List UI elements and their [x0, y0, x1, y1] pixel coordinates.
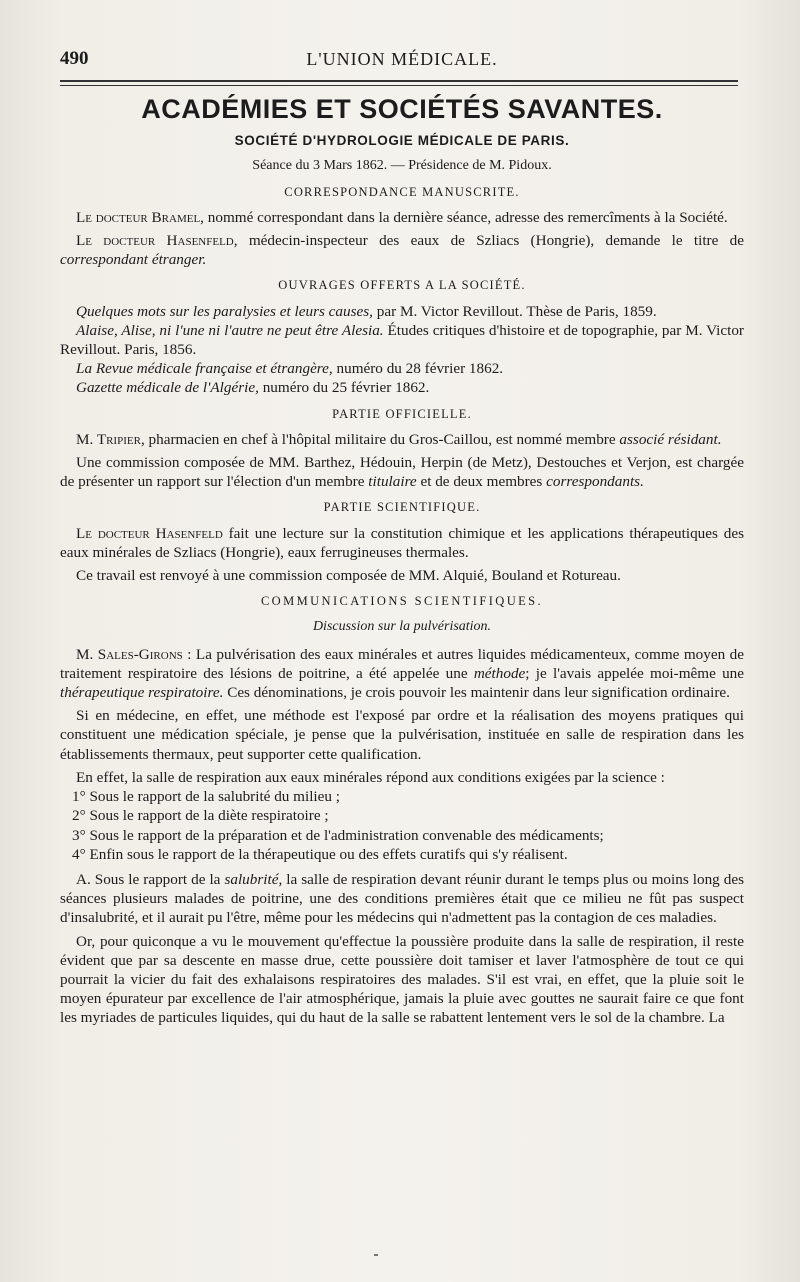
work-details: numéro du 28 février 1862.: [332, 360, 504, 378]
running-title: L'UNION MÉDICALE.: [306, 49, 498, 69]
paragraph-text: Ces dénominations, je crois pouvoir les maintenir dans leur signification ordinaire.: [223, 684, 730, 702]
paragraph-text: fait une lecture sur la constitution chimique et les applications thérapeutiques des eaux minérales de Szliacs (Hongrie), eaux ferrugineuses thermales.: [60, 524, 744, 561]
italic-text: correspondants.: [546, 473, 644, 491]
paragraph-text: : La pulvérisation des eaux minérales et autres liquides médicamenteux, comme moyen de traitement respiratoire des lésions de poitrine, a été appelée une: [60, 645, 744, 682]
work-details: par M. Victor Revillout. Thèse de Paris, 1859.: [372, 302, 657, 320]
paragraph: [60, 208, 744, 227]
bibliography-entry: [60, 321, 744, 359]
society-heading: SOCIÉTÉ D'HYDROLOGIE MÉDICALE DE PARIS.: [234, 133, 570, 149]
bibliography-entry: [60, 359, 744, 378]
work-details: numéro du 25 février 1862.: [258, 379, 430, 397]
work-title: Alaise, Alise, ni l'une ni l'autre ne peut être Alesia.: [76, 321, 384, 339]
work-title: Quelques mots sur les paralysies et leurs causes,: [76, 302, 373, 320]
paragraph: [60, 453, 744, 491]
page-number: 490: [60, 48, 89, 69]
italic-text: titulaire: [368, 473, 417, 491]
paragraph-text: et de deux membres: [416, 473, 547, 491]
article-body: [60, 96, 744, 1032]
work-title: Gazette médicale de l'Algérie,: [76, 379, 259, 397]
section-officielle: PARTIE OFFICIELLE.: [332, 406, 472, 421]
page-mark: [374, 1254, 378, 1256]
italic-text: méthode: [473, 664, 526, 682]
header-rule: [60, 80, 738, 82]
person-name: Le docteur Bramel: [76, 208, 201, 226]
person-name: Le docteur Hasenfeld: [76, 232, 234, 250]
person-name: M. Tripier: [76, 430, 141, 448]
italic-text: thérapeutique respiratoire.: [60, 684, 224, 702]
paragraph: [60, 870, 744, 928]
paragraph-text: , pharmacien en chef à l'hôpital militaire du Gros-Caillou, est nommé membre: [140, 430, 620, 448]
work-details: Études critiques d'histoire et de topographie, par M. Victor Revillout. Paris, 1856.: [60, 321, 744, 359]
paragraph: Si en médecine, en effet, une méthode est l'exposé par ordre et la réalisation des moyens pratiques qui constituent une médication spéciale, je pense que la pulvérisation, instituée en salle de respiration dans les établissements thermaux, peut supporter cette qualification.: [60, 707, 744, 763]
paragraph-text: ; je l'avais appelée moi-même une: [525, 664, 744, 682]
paragraph: En effet, la salle de respiration aux eaux minérales répond aux conditions exigées par la science :: [76, 768, 665, 786]
section-correspondance: CORRESPONDANCE MANUSCRITE.: [284, 184, 520, 199]
paragraph: [60, 566, 744, 585]
italic-text: correspondant étranger.: [60, 251, 207, 269]
paragraph-text: la salle de respiration devant réunir durant le temps plus ou moins long des séances plusieurs malades de poitrine, une des conditions premières était que ce milieu ne fût pas suspect d'insalubrité, et il aurait pu l'être, même pour les médecins qui n'admettent pas la contagion de ces maladies.: [60, 870, 745, 927]
person-name: M. Sales-Girons: [76, 645, 183, 663]
paragraph: Or, pour quiconque a vu le mouvement qu'effectue la poussière produite dans la salle de respiration, il reste évident que par sa descente en masse drue, cette poussière doit tamiser et laver l'atmosphère de tout ce qui pourrait la vicier du fait des exhalaisons respiratoires des malades. S'il est vrai, en effet, que la pluie soit le moyen épurateur par excellence de l'air atmosphérique, jamais la pluie avec gouttes ne saurait faire ce que font les myriades de particules liquides, qui du haut de la salle se rabattent lentement vers le sol de la chambre. La: [60, 932, 744, 1027]
list-item: 4° Enfin sous le rapport de la thérapeutique ou des effets curatifs qui s'y réalisent.: [72, 845, 568, 863]
paragraph: [60, 430, 744, 449]
paragraph-text: , médecin-inspecteur des eaux de Szliacs (Hongrie), demande le titre de: [233, 232, 744, 250]
paragraph-text: Ce travail est renvoyé à une commission composée de MM. Alquié, Bouland et Rotureau.: [76, 567, 621, 585]
person-name: Le docteur Hasenfeld: [76, 524, 223, 542]
paragraph: [60, 645, 744, 703]
section-ouvrages: OUVRAGES OFFERTS A LA SOCIÉTÉ.: [278, 278, 526, 293]
section-scientifique: PARTIE SCIENTIFIQUE.: [323, 500, 481, 515]
paragraph-text: Une commission composée de MM. Barthez, Hédouin, Herpin (de Metz), Destouches et Verjon, est chargée de présenter un rapport sur l'élection d'un membre: [60, 454, 744, 491]
paragraph: [60, 524, 744, 562]
paragraph-text: A. Sous le rapport de la: [76, 870, 225, 888]
page-header: [60, 44, 744, 78]
bibliography-entry: [60, 378, 744, 397]
header-rule-thin: [60, 85, 738, 86]
paragraph: [60, 231, 744, 269]
list-item: 1° Sous le rapport de la salubrité du milieu ;: [72, 788, 341, 806]
paragraph-text: , nommé correspondant dans la dernière séance, adresse des remercîments à la Société.: [200, 208, 728, 226]
article-title: ACADÉMIES ET SOCIÉTÉS SAVANTES.: [141, 94, 663, 124]
subsection-discussion: Discussion sur la pulvérisation.: [312, 619, 492, 635]
bibliography-entry: [60, 302, 744, 321]
section-communications: COMMUNICATIONS SCIENTIFIQUES.: [260, 594, 544, 609]
work-title: La Revue médicale française et étrangère,: [76, 360, 333, 378]
italic-text: associé résidant.: [619, 430, 722, 448]
italic-text: salubrité,: [224, 870, 283, 888]
seance-line: Séance du 3 Mars 1862. — Présidence de M. Pidoux.: [252, 158, 552, 174]
list-item: 2° Sous le rapport de la diète respiratoire ;: [72, 807, 329, 825]
list-item: 3° Sous le rapport de la préparation et de l'administration convenable des médicaments;: [72, 826, 604, 844]
